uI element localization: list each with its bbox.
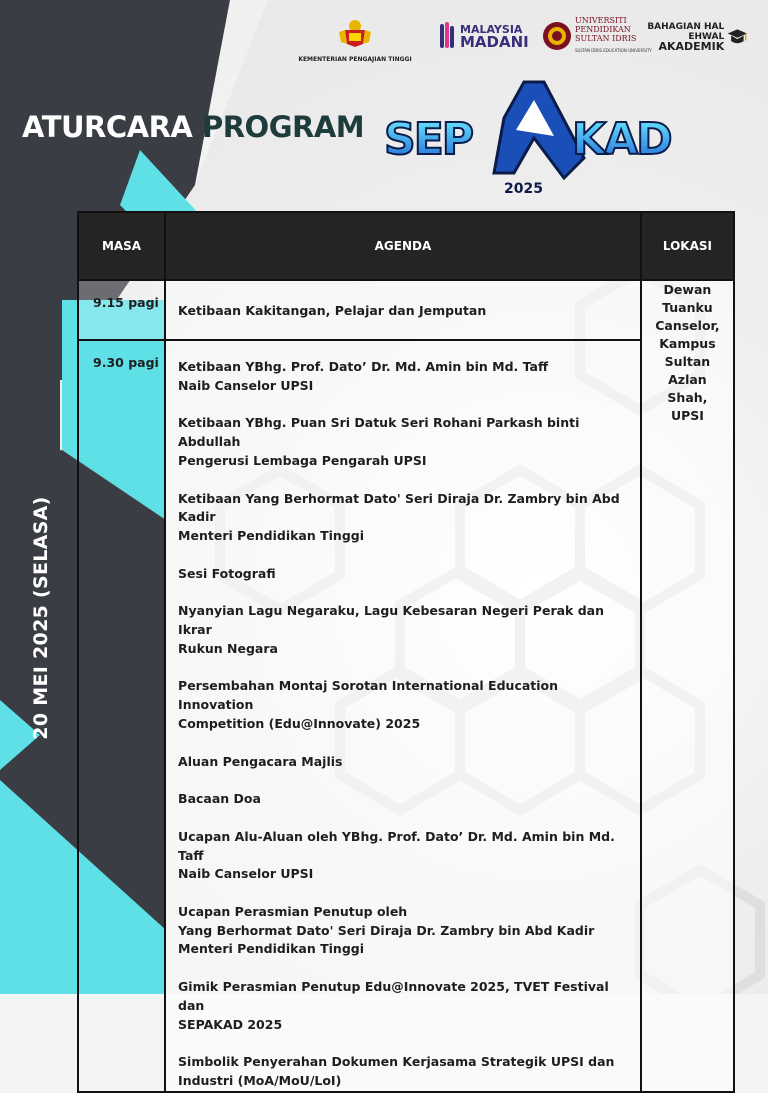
agenda-item: Sesi Fotografi	[178, 565, 276, 581]
page-title	[22, 110, 364, 144]
agenda-item: Ketibaan YBhg. Puan Sri Datuk Seri Rohani Parkash binti Abdullah Pengerusi Lembaga Pengarah UPSI	[178, 415, 580, 468]
kpt-label: KEMENTERIAN PENGAJIAN TINGGI	[298, 56, 412, 63]
agenda-item: Ketibaan YBhg. Prof. Dato’ Dr. Md. Amin bin Md. Taff Naib Canselor UPSI	[178, 359, 549, 393]
header-agenda: AGENDA	[165, 212, 641, 280]
agenda-item: Persembahan Montaj Sorotan International Education Innovation Competition (Edu@Innovate) 2025	[178, 678, 559, 731]
header-time: MASA	[78, 212, 165, 280]
upsi-sub: SULTAN IDRIS EDUCATION UNIVERSITY	[575, 48, 652, 53]
event-date: 20 MEI 2025 (SELASA)	[30, 496, 52, 740]
agenda-item: Simbolik Penyerahan Dokumen Kerjasama Strategik UPSI dan Industri (MoA/MoU/LoI)	[178, 1054, 615, 1088]
svg-text:SEP: SEP	[384, 114, 472, 165]
title-word1: ATURCARA	[22, 110, 193, 144]
agenda-item: Ucapan Alu-Aluan oleh YBhg. Prof. Dato’ Dr. Md. Amin bin Md. Taff Naib Canselor UPSI	[178, 828, 615, 882]
bhea-line2: AKADEMIK	[658, 40, 725, 53]
upsi-seal-icon	[542, 21, 572, 51]
madani-line2: MADANI	[460, 33, 529, 51]
row-time: 9.30 pagi	[78, 340, 165, 1092]
madani-hand-icon	[438, 20, 456, 52]
location-cell	[641, 280, 734, 1092]
svg-text:KAD: KAD	[572, 114, 671, 165]
table-header-row	[78, 212, 734, 280]
coat-of-arms-icon	[337, 18, 373, 48]
agenda-item: Ucapan Perasmian Penutup oleh Yang Berhormat Dato' Seri Diraja Dr. Zambry bin Abd Kadir Menteri Pendidikan Tinggi	[178, 904, 595, 957]
table-row	[78, 280, 734, 340]
graduation-cap-icon	[727, 24, 748, 50]
upsi-line1: UNIVERSITI	[575, 16, 627, 25]
agenda-cell	[165, 340, 641, 1092]
upsi-line3: SULTAN IDRIS	[575, 34, 637, 43]
location-text: Dewan Tuanku Canselor, Kampus Sultan Azlan Shah, UPSI	[655, 282, 720, 423]
upsi-logo	[542, 16, 652, 55]
table-row	[78, 340, 734, 1092]
kpt-logo	[290, 18, 420, 63]
agenda-item: Ketibaan Yang Berhormat Dato' Seri Diraja Dr. Zambry bin Abd Kadir Menteri Pendidikan Tinggi	[178, 490, 620, 543]
bhea-line1: BAHAGIAN HAL EHWAL	[647, 22, 725, 42]
logo-bar	[290, 14, 748, 66]
title-word2: PROGRAM	[201, 110, 365, 144]
sepakad-year: 2025	[504, 181, 543, 197]
header-location: LOKASI	[641, 212, 734, 280]
madani-logo	[438, 20, 529, 52]
sepakad-logo	[384, 78, 682, 198]
agenda-item: Aluan Pengacara Majlis	[178, 753, 343, 769]
schedule-table	[77, 211, 735, 1093]
agenda-item: Bacaan Doa	[178, 791, 261, 807]
agenda-item: Nyanyian Lagu Negaraku, Lagu Kebesaran Negeri Perak dan Ikrar Rukun Negara	[178, 603, 604, 656]
agenda-item: Gimik Perasmian Penutup Edu@Innovate 2025, TVET Festival dan SEPAKAD 2025	[178, 979, 609, 1032]
bhea-logo	[644, 22, 748, 52]
madani-line1: MALAYSIA	[460, 23, 523, 36]
upsi-line2: PENDIDIKAN	[575, 25, 631, 34]
agenda-item: Ketibaan Kakitangan, Pelajar dan Jemputan	[165, 280, 641, 340]
row-time: 9.15 pagi	[78, 280, 165, 340]
